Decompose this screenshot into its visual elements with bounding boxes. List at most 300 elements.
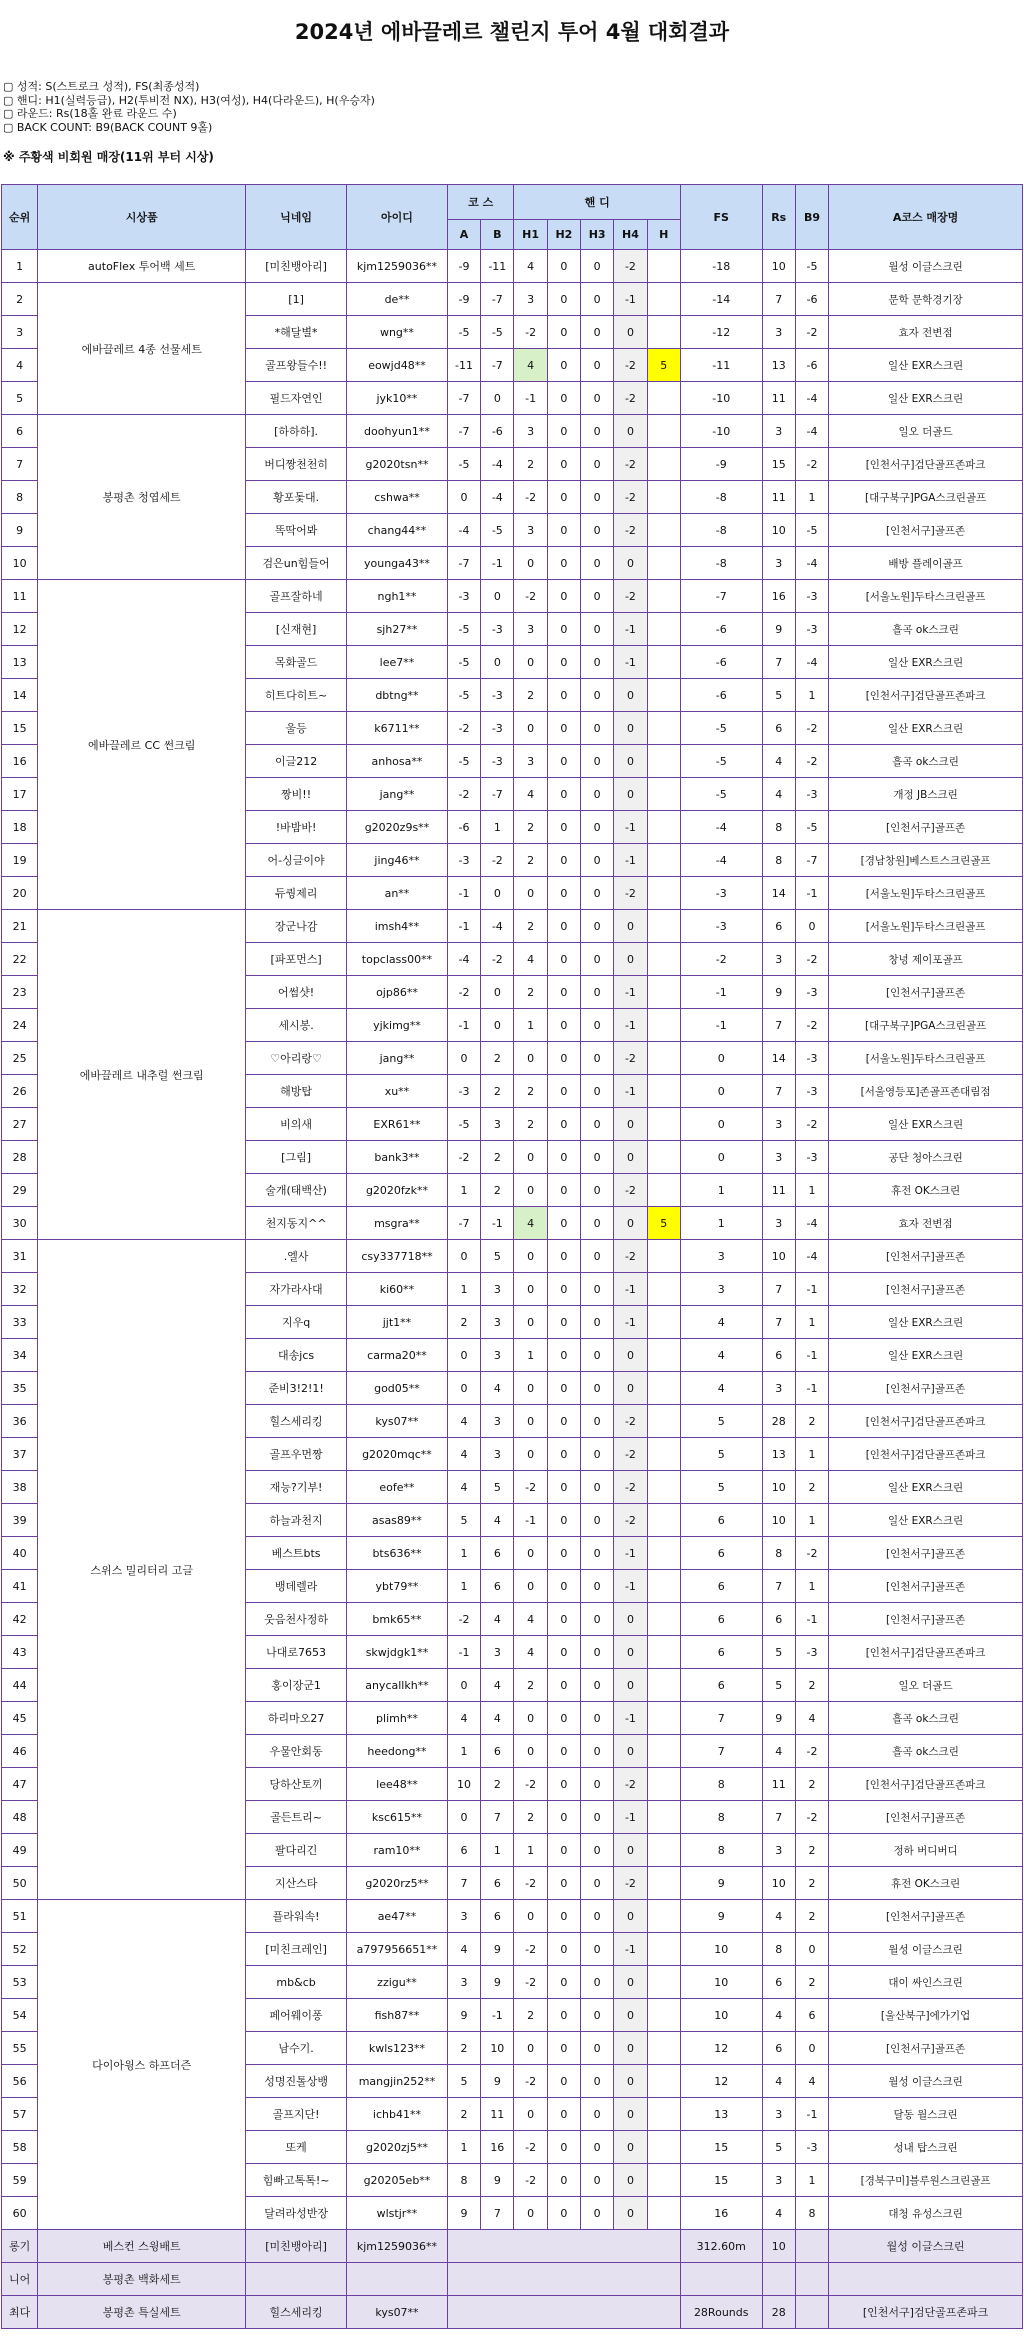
cell-h3: 0 [581,1636,614,1669]
cell-b: 1 [481,1834,514,1867]
cell-a: 7 [447,1867,480,1900]
cell-h1: -2 [514,316,547,349]
cell-rs: 3 [762,1207,795,1240]
cell-rank: 2 [2,283,38,316]
cell-h4: 0 [614,1603,647,1636]
cell-h2: 0 [547,1009,580,1042]
cell-nickname: 힐스세리킹 [246,1405,347,1438]
cell-nickname: 이글212 [246,745,347,778]
cell-h: 5 [647,349,680,382]
cell-a: 0 [447,481,480,514]
award-shop: 월성 이글스크린 [829,2230,1023,2263]
cell-h1: 4 [514,1603,547,1636]
cell-nickname: 술개(태백산) [246,1174,347,1207]
cell-h3: 0 [581,415,614,448]
cell-h2: 0 [547,1999,580,2032]
cell-h2: 0 [547,1570,580,1603]
cell-fs: 4 [680,1339,762,1372]
cell-h3: 0 [581,1768,614,1801]
cell-shop: 일산 EXR스크린 [829,382,1023,415]
cell-b9: 2 [795,1966,828,1999]
header-rank: 순위 [2,185,38,250]
cell-shop: [인천서구]검단골프존파크 [829,1768,1023,1801]
cell-fs: -7 [680,580,762,613]
cell-b9: -6 [795,283,828,316]
cell-rank: 26 [2,1075,38,1108]
cell-h1: 4 [514,778,547,811]
header-b: B [481,220,514,250]
cell-h2: 0 [547,910,580,943]
cell-nickname: 어-싱글이야 [246,844,347,877]
cell-shop: 월성 이글스크린 [829,250,1023,283]
cell-h4: 0 [614,1735,647,1768]
cell-b: 4 [481,1603,514,1636]
cell-shop: 효자 전변점 [829,1207,1023,1240]
cell-shop: 일산 EXR스크린 [829,1108,1023,1141]
cell-rank: 51 [2,1900,38,1933]
cell-h2: 0 [547,1603,580,1636]
cell-id: kjm1259036** [347,250,448,283]
cell-nickname: 검은un힘들어 [246,547,347,580]
cell-h: 5 [647,1207,680,1240]
cell-prize: 다이아윙스 하프더즌 [38,1900,246,2230]
cell-b9: -4 [795,547,828,580]
cell-h3: 0 [581,778,614,811]
cell-nickname: [파포먼스] [246,943,347,976]
cell-h3: 0 [581,1207,614,1240]
cell-nickname: 목화골드 [246,646,347,679]
cell-id: anhosa** [347,745,448,778]
cell-nickname: 천지동지^^ [246,1207,347,1240]
header-id: 아이디 [347,185,448,250]
header-fs: FS [680,185,762,250]
cell-h2: 0 [547,1801,580,1834]
cell-rs: 11 [762,382,795,415]
cell-fs: 12 [680,2032,762,2065]
cell-a: -5 [447,613,480,646]
cell-shop: 흘곡 ok스크린 [829,745,1023,778]
cell-h2: 0 [547,2098,580,2131]
cell-a: 0 [447,1372,480,1405]
cell-id: yjkimg** [347,1009,448,1042]
cell-h1: 4 [514,1636,547,1669]
cell-id: ojp86** [347,976,448,1009]
cell-h2: 0 [547,1900,580,1933]
cell-h1: -2 [514,1966,547,1999]
cell-fs: 6 [680,1603,762,1636]
legend-notes [0,80,1024,134]
cell-shop: 흘곡 ok스크린 [829,1702,1023,1735]
cell-a: 4 [447,1438,480,1471]
cell-h4: 0 [614,316,647,349]
cell-h1: 0 [514,2197,547,2230]
cell-rs: 5 [762,2131,795,2164]
cell-h2: 0 [547,1108,580,1141]
cell-fs: 5 [680,1438,762,1471]
cell-h4: -2 [614,580,647,613]
cell-h1: 0 [514,1438,547,1471]
cell-b: 6 [481,1735,514,1768]
cell-b9: 1 [795,1306,828,1339]
cell-h3: 0 [581,1108,614,1141]
cell-h3: 0 [581,2098,614,2131]
cell-shop: 일산 EXR스크린 [829,646,1023,679]
cell-h1: 0 [514,877,547,910]
cell-h3: 0 [581,316,614,349]
cell-h4: 0 [614,679,647,712]
cell-h4: 0 [614,547,647,580]
cell-nickname: !바밤바! [246,811,347,844]
cell-b9: -3 [795,613,828,646]
cell-h [647,448,680,481]
cell-nickname: 성명진톨상뱅 [246,2065,347,2098]
cell-nickname: 재능?기부! [246,1471,347,1504]
cell-h1: -2 [514,580,547,613]
cell-id: ybt79** [347,1570,448,1603]
cell-prize: 스위스 밀리터리 고글 [38,1240,246,1900]
cell-rank: 6 [2,415,38,448]
cell-b: 4 [481,1372,514,1405]
cell-fs: 6 [680,1504,762,1537]
cell-h3: 0 [581,2131,614,2164]
cell-b9: -3 [795,2131,828,2164]
cell-b9: -3 [795,1075,828,1108]
cell-h [647,745,680,778]
cell-nickname: [그림] [246,1141,347,1174]
cell-h2: 0 [547,877,580,910]
cell-h [647,1372,680,1405]
cell-h4: -1 [614,1306,647,1339]
award-prize: 봉평촌 백화세트 [38,2263,246,2296]
cell-h4: 0 [614,943,647,976]
cell-h2: 0 [547,1471,580,1504]
cell-h1: -2 [514,481,547,514]
cell-h4: 0 [614,1141,647,1174]
cell-b: 0 [481,646,514,679]
cell-h1: 2 [514,1999,547,2032]
cell-fs: -5 [680,712,762,745]
cell-id: xu** [347,1075,448,1108]
cell-b: 0 [481,1009,514,1042]
cell-shop: [인천서구]골프존 [829,811,1023,844]
cell-id: jjt1** [347,1306,448,1339]
cell-a: 10 [447,1768,480,1801]
cell-id: eofe** [347,1471,448,1504]
cell-h [647,1339,680,1372]
cell-shop: 흘곡 ok스크린 [829,1735,1023,1768]
cell-fs: 9 [680,1867,762,1900]
cell-a: -4 [447,943,480,976]
cell-rank: 37 [2,1438,38,1471]
cell-h [647,1405,680,1438]
cell-a: -2 [447,1603,480,1636]
cell-shop: 공단 청아스크린 [829,1141,1023,1174]
cell-rank: 31 [2,1240,38,1273]
cell-nickname: 장군나감 [246,910,347,943]
cell-rs: 9 [762,1702,795,1735]
cell-b: -6 [481,415,514,448]
cell-h [647,1504,680,1537]
cell-rank: 59 [2,2164,38,2197]
award-blank [447,2296,680,2329]
cell-shop: [인천서구]검단골프존파크 [829,679,1023,712]
cell-h1: 1 [514,1339,547,1372]
cell-fs: 3 [680,1273,762,1306]
cell-shop: 일산 EXR스크린 [829,1471,1023,1504]
cell-rank: 22 [2,943,38,976]
cell-h2: 0 [547,712,580,745]
cell-h3: 0 [581,1933,614,1966]
cell-rank: 24 [2,1009,38,1042]
cell-b: 2 [481,1141,514,1174]
cell-nickname: 지산스타 [246,1867,347,1900]
header-nickname: 닉네임 [246,185,347,250]
cell-b9: 2 [795,1471,828,1504]
cell-h2: 0 [547,349,580,382]
cell-h [647,1900,680,1933]
cell-fs: 6 [680,1537,762,1570]
cell-rs: 7 [762,1009,795,1042]
cell-rs: 10 [762,1240,795,1273]
cell-id: ae47** [347,1900,448,1933]
cell-nickname: 황포돛대. [246,481,347,514]
cell-h2: 0 [547,1240,580,1273]
cell-b: 3 [481,1339,514,1372]
cell-nickname: 대송jcs [246,1339,347,1372]
cell-h4: 0 [614,778,647,811]
cell-h4: 0 [614,1636,647,1669]
cell-id: heedong** [347,1735,448,1768]
cell-h1: 0 [514,547,547,580]
cell-id: mangjin252** [347,2065,448,2098]
cell-h4: 0 [614,1834,647,1867]
cell-b9: -5 [795,514,828,547]
cell-b9: -2 [795,448,828,481]
cell-b: 6 [481,1570,514,1603]
cell-fs: 5 [680,1471,762,1504]
cell-h3: 0 [581,1141,614,1174]
cell-shop: [인천서구]골프존 [829,1273,1023,1306]
header-rs: Rs [762,185,795,250]
table-row [2,1240,1023,1273]
note-score: ▢ 성적: S(스트로크 성적), FS(최종성적) [3,80,200,93]
cell-h1: 2 [514,679,547,712]
cell-h1: 0 [514,1306,547,1339]
cell-a: -1 [447,1636,480,1669]
cell-h1: 2 [514,1801,547,1834]
cell-rank: 50 [2,1867,38,1900]
cell-b: 0 [481,976,514,1009]
cell-id: doohyun1** [347,415,448,448]
cell-rank: 54 [2,1999,38,2032]
cell-id: anycallkh** [347,1669,448,1702]
cell-nickname: 나대로7653 [246,1636,347,1669]
cell-h4: -2 [614,349,647,382]
cell-h3: 0 [581,349,614,382]
cell-b: -5 [481,514,514,547]
cell-h3: 0 [581,1273,614,1306]
cell-fs: 7 [680,1702,762,1735]
cell-fs: -3 [680,910,762,943]
cell-h [647,514,680,547]
cell-h [647,943,680,976]
cell-fs: 9 [680,1900,762,1933]
cell-a: -4 [447,514,480,547]
cell-id: jyk10** [347,382,448,415]
cell-b: 2 [481,1174,514,1207]
cell-h [647,415,680,448]
cell-b: -3 [481,712,514,745]
cell-b: 3 [481,1438,514,1471]
cell-fs: -10 [680,415,762,448]
cell-h2: 0 [547,1933,580,1966]
cell-id: g2020zj5** [347,2131,448,2164]
cell-h2: 0 [547,1504,580,1537]
cell-rank: 53 [2,1966,38,1999]
cell-rank: 36 [2,1405,38,1438]
cell-h2: 0 [547,1273,580,1306]
cell-fs: -11 [680,349,762,382]
cell-b: 6 [481,1537,514,1570]
cell-h1: 0 [514,1042,547,1075]
cell-h [647,1867,680,1900]
cell-shop: 월성 이글스크린 [829,1933,1023,1966]
cell-h3: 0 [581,2164,614,2197]
cell-h4: 0 [614,1900,647,1933]
cell-h [647,1075,680,1108]
cell-id: kwls123** [347,2032,448,2065]
cell-h4: -2 [614,382,647,415]
cell-h4: -2 [614,514,647,547]
award-label: 롱기 [2,2230,38,2263]
cell-h3: 0 [581,1900,614,1933]
cell-h3: 0 [581,481,614,514]
cell-rs: 5 [762,1669,795,1702]
cell-shop: [인천서구]골프존 [829,976,1023,1009]
cell-fs: 6 [680,1570,762,1603]
cell-b: 4 [481,1702,514,1735]
cell-h4: 0 [614,2032,647,2065]
cell-rs: 28 [762,1405,795,1438]
cell-b9: -1 [795,1339,828,1372]
cell-nickname: 비의새 [246,1108,347,1141]
cell-h [647,1603,680,1636]
cell-h3: 0 [581,1735,614,1768]
cell-h2: 0 [547,547,580,580]
cell-h1: 0 [514,1537,547,1570]
cell-a: 3 [447,1966,480,1999]
cell-h2: 0 [547,1735,580,1768]
cell-a: 2 [447,2098,480,2131]
cell-rank: 38 [2,1471,38,1504]
cell-nickname: 힘빠고톡톡!~ [246,2164,347,2197]
cell-b9: 1 [795,1438,828,1471]
cell-h [647,1438,680,1471]
cell-h3: 0 [581,2065,614,2098]
cell-prize: autoFlex 투어백 세트 [38,250,246,283]
cell-nickname: 지우q [246,1306,347,1339]
cell-rank: 49 [2,1834,38,1867]
cell-id: g2020mqc** [347,1438,448,1471]
cell-rank: 42 [2,1603,38,1636]
cell-h [647,1108,680,1141]
cell-nickname: 또케 [246,2131,347,2164]
cell-rs: 9 [762,613,795,646]
cell-b9: -4 [795,1240,828,1273]
cell-id: zzigu** [347,1966,448,1999]
cell-prize: 에바끌레르 4종 선물세트 [38,283,246,415]
cell-b: -7 [481,778,514,811]
cell-h4: 0 [614,1966,647,1999]
header-prize: 시상품 [38,185,246,250]
page-title: 2024년 에바끌레르 챌린지 투어 4월 대회결과 [294,20,730,44]
cell-fs: 8 [680,1768,762,1801]
cell-h [647,580,680,613]
cell-shop: 월성 이글스크린 [829,2065,1023,2098]
cell-b9: -3 [795,580,828,613]
header-a: A [447,220,480,250]
cell-h3: 0 [581,976,614,1009]
cell-shop: [대구북구]PGA스크린골프 [829,481,1023,514]
cell-h3: 0 [581,712,614,745]
cell-h [647,2098,680,2131]
table-row [2,415,1023,448]
cell-b9: -5 [795,811,828,844]
cell-nickname: [미친크레인] [246,1933,347,1966]
cell-shop: [인천서구]검단골프존파크 [829,1438,1023,1471]
cell-h2: 0 [547,976,580,1009]
cell-h3: 0 [581,250,614,283]
cell-h [647,1999,680,2032]
cell-shop: 일산 EXR스크린 [829,1306,1023,1339]
cell-h [647,547,680,580]
cell-h3: 0 [581,2032,614,2065]
cell-nickname: 홍이장군1 [246,1669,347,1702]
cell-b9: 2 [795,1669,828,1702]
cell-shop: 대이 싸인스크린 [829,1966,1023,1999]
cell-nickname: 어썸샷! [246,976,347,1009]
cell-h4: -1 [614,1273,647,1306]
cell-b: 6 [481,1900,514,1933]
cell-h2: 0 [547,1042,580,1075]
cell-h3: 0 [581,382,614,415]
cell-a: 0 [447,1042,480,1075]
cell-b9: 1 [795,1570,828,1603]
cell-h1: 0 [514,1405,547,1438]
cell-rank: 18 [2,811,38,844]
cell-h4: -1 [614,1570,647,1603]
cell-nickname: 필드자연인 [246,382,347,415]
cell-id: bts636** [347,1537,448,1570]
table-row [2,1900,1023,1933]
cell-h [647,1933,680,1966]
cell-h2: 0 [547,2131,580,2164]
cell-a: -3 [447,844,480,877]
cell-nickname: [미친뱅아리] [246,250,347,283]
cell-fs: 15 [680,2164,762,2197]
cell-h [647,2197,680,2230]
cell-rank: 21 [2,910,38,943]
cell-nickname: 골든트리~ [246,1801,347,1834]
cell-a: -2 [447,976,480,1009]
cell-rank: 56 [2,2065,38,2098]
cell-rank: 43 [2,1636,38,1669]
cell-h4: -2 [614,1504,647,1537]
cell-b: 16 [481,2131,514,2164]
cell-a: 4 [447,1933,480,1966]
cell-fs: -18 [680,250,762,283]
cell-a: -5 [447,316,480,349]
